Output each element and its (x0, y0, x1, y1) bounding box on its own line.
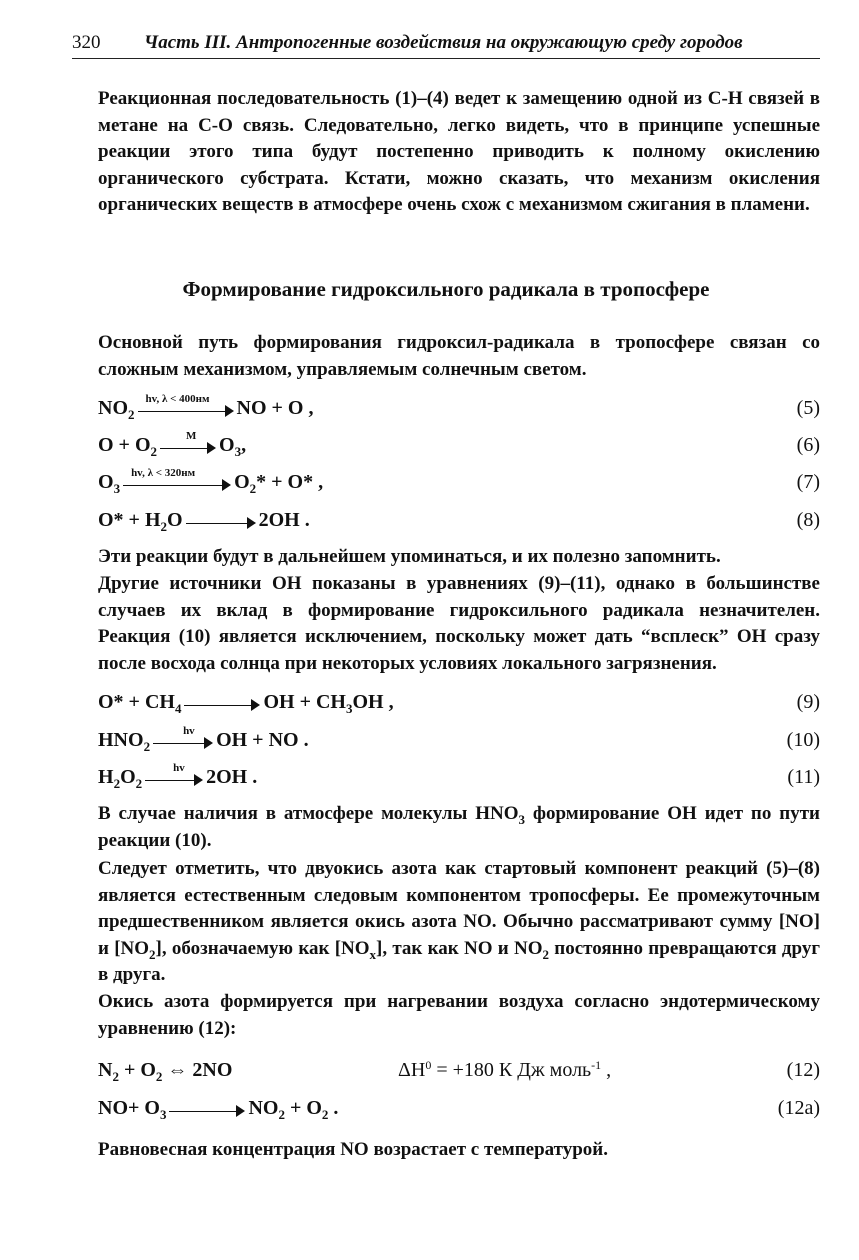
running-title: Часть III. Антропогенные воздействия на окружающую среду городов (144, 32, 743, 53)
equation-number: (9) (796, 691, 820, 713)
paragraph-equilibrium: Равновесная концентрация NO возрастает с температурой. (98, 1139, 608, 1160)
equation-8: $O* + H_2O$ 2OH . (8) (98, 505, 820, 535)
paragraph-nitric-oxide: Окись азота формируется при нагревании воздуха согласно эндотермическому уравнению (12): (98, 991, 820, 1039)
paragraph-intro: Реакционная последовательность (1)–(4) ведет к замещению одной из C-H связей в метане на C-O связь. Следовательно, легко видеть, что в принципе успешные реакции этого типа будут постепенно приводить к полному окислению органического субстрата. Кстати, можно сказать, что механизм окисления органических веществ в атмосфере очень схож с механизмом сжигания в пламени. (98, 88, 820, 215)
section-heading: Формирование гидроксильного радикала в тропосфере (182, 277, 710, 301)
reaction-arrow: M (160, 436, 216, 456)
reaction-arrow (186, 511, 256, 531)
equation-9: $O* + CH_4$ OH + $CH_3OH$ , (9) (98, 687, 820, 717)
reaction-arrow: hv, λ < 400нм (138, 399, 234, 419)
enthalpy-value: $\Delta H^0 = +180$ К Дж моль$^{-1}$ , (398, 1058, 612, 1081)
equation-number: (6) (796, 434, 820, 456)
paragraph-remember: Эти реакции будут в дальнейшем упоминаться, и их полезно запомнить. (98, 546, 721, 567)
paragraph-main-path: Основной путь формирования гидроксил-радикала в тропосфере связан со сложным механизмом, управляемым солнечным светом. (98, 332, 820, 380)
equation-10: $HNO_2$ hv OH + NO . (10) (98, 725, 820, 754)
paragraph-other-sources: Другие источники OH показаны в уравнениях (9)–(11), однако в большинстве случаев их вклад в формирование гидроксильного радикала незначителен. Реакция (10) является исключением, поскольку может дать “всплеск” OH сразу после восхода солнца при некоторых условиях локального загрязнения. (98, 573, 820, 674)
equation-11: $H_2O_2$ hv 2OH . (11) (98, 762, 820, 791)
reaction-arrow (169, 1099, 245, 1119)
equation-number: (12) (786, 1059, 820, 1081)
equation-number: (10) (786, 729, 820, 751)
reaction-arrow (184, 693, 260, 713)
equation-12a: $NO+ O_3$ $NO_2 + O_2$ . (12а) (98, 1093, 820, 1123)
equation-number: (5) (796, 397, 820, 419)
running-header (72, 28, 820, 59)
reaction-arrow: hv (153, 731, 213, 751)
paragraph-hno3: В случае наличия в атмосфере молекулы $HNO_3$ формирование OH идет по пути реакции (10). (98, 803, 820, 851)
equation-number: (7) (796, 471, 820, 493)
reaction-arrow: hv (145, 768, 203, 788)
page-number: 320 (72, 32, 101, 53)
equation-number: (11) (787, 766, 820, 788)
paragraph-nitrogen-dioxide: Следует отметить, что двуокись азота как стартовый компонент реакций (5)–(8) является естественным следовым компонентом тропосферы. Ее промежуточным предшественником является окись азота NO. Обычно рассматривают сумму [NO] и $[NO_2]$, обозначаемую как $[NO_x]$, так как NO и $NO_2$ постоянно превращаются друг в друга. (98, 858, 820, 985)
equation-6: $O + O_2$ M $O_3$, (6) (98, 430, 820, 459)
reaction-arrow: hv, λ < 320нм (123, 473, 231, 493)
equation-5: $NO_2$ hv, λ < 400нм NO + O , (5) (98, 393, 820, 422)
equation-12: $N_2 + O_2$ ⇔ 2NO $\Delta H^0 = +180$ К Дж моль$^{-1}$ , (12) (98, 1055, 820, 1085)
equation-7: $O_3$ hv, λ < 320нм $O_2* + O*$ , (7) (98, 467, 820, 496)
equation-number: (8) (796, 509, 820, 531)
equation-number: (12а) (777, 1097, 820, 1119)
